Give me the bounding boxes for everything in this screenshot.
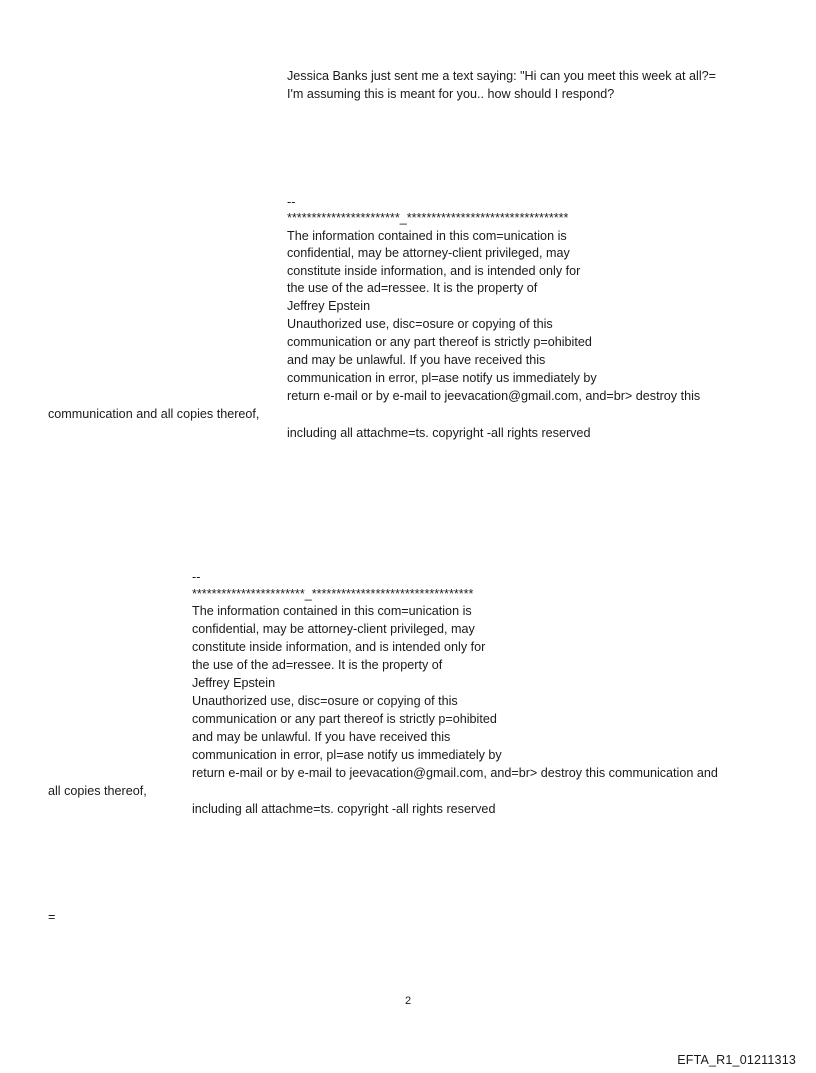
disclaimer-wrap-line: all copies thereof, [48,784,147,798]
disclaimer-line: confidential, may be attorney-client privileged, may [287,246,570,260]
signature-separator: -- [192,570,201,584]
disclaimer-line: communication in error, pl=ase notify us immediately by [192,748,502,762]
disclaimer-wrap-line: communication and all copies thereof, [48,407,260,421]
disclaimer-line: and may be unlawful. If you have received this [287,353,546,367]
disclaimer-line: communication or any part thereof is strictly p=ohibited [287,335,592,349]
disclaimer-line: the use of the ad=ressee. It is the property of [287,281,538,295]
disclaimer-line: the use of the ad=ressee. It is the property of [192,658,443,672]
signature-separator: -- [287,195,296,209]
disclaimer-line: Unauthorized use, disc=osure or copying of this [192,694,458,708]
disclaimer-line: return e-mail or by e-mail to jeevacation@gmail.com, and=br> destroy this communication and [192,766,718,780]
message-line-2: I'm assuming this is meant for you.. how should I respond? [287,87,615,101]
disclaimer-line: Unauthorized use, disc=osure or copying of this [287,317,553,331]
page-number: 2 [404,995,412,1007]
disclaimer-line: confidential, may be attorney-client privileged, may [192,622,475,636]
disclaimer-line: Jeffrey Epstein [192,676,276,690]
disclaimer-last-line: including all attachme=ts. copyright -all rights reserved [192,802,496,816]
disclaimer-line: communication in error, pl=ase notify us immediately by [287,371,597,385]
signature-stars: ***********************_********************************* [192,587,474,601]
disclaimer-line: The information contained in this com=unication is [192,604,472,618]
message-line-1: Jessica Banks just sent me a text saying: "Hi can you meet this week at all?= [287,69,717,83]
disclaimer-line: constitute inside information, and is intended only for [287,264,581,278]
disclaimer-line: Jeffrey Epstein [287,299,371,313]
disclaimer-line: The information contained in this com=unication is [287,229,567,243]
disclaimer-line: and may be unlawful. If you have received this [192,730,451,744]
signature-stars: ***********************_********************************* [287,211,569,225]
disclaimer-line: constitute inside information, and is intended only for [192,640,486,654]
document-id: EFTA_R1_01211313 [677,1053,796,1067]
trailing-equals: = [48,910,56,924]
disclaimer-line: return e-mail or by e-mail to jeevacation@gmail.com, and=br> destroy this [287,389,701,403]
disclaimer-line: communication or any part thereof is strictly p=ohibited [192,712,497,726]
disclaimer-last-line: including all attachme=ts. copyright -all rights reserved [287,426,591,440]
